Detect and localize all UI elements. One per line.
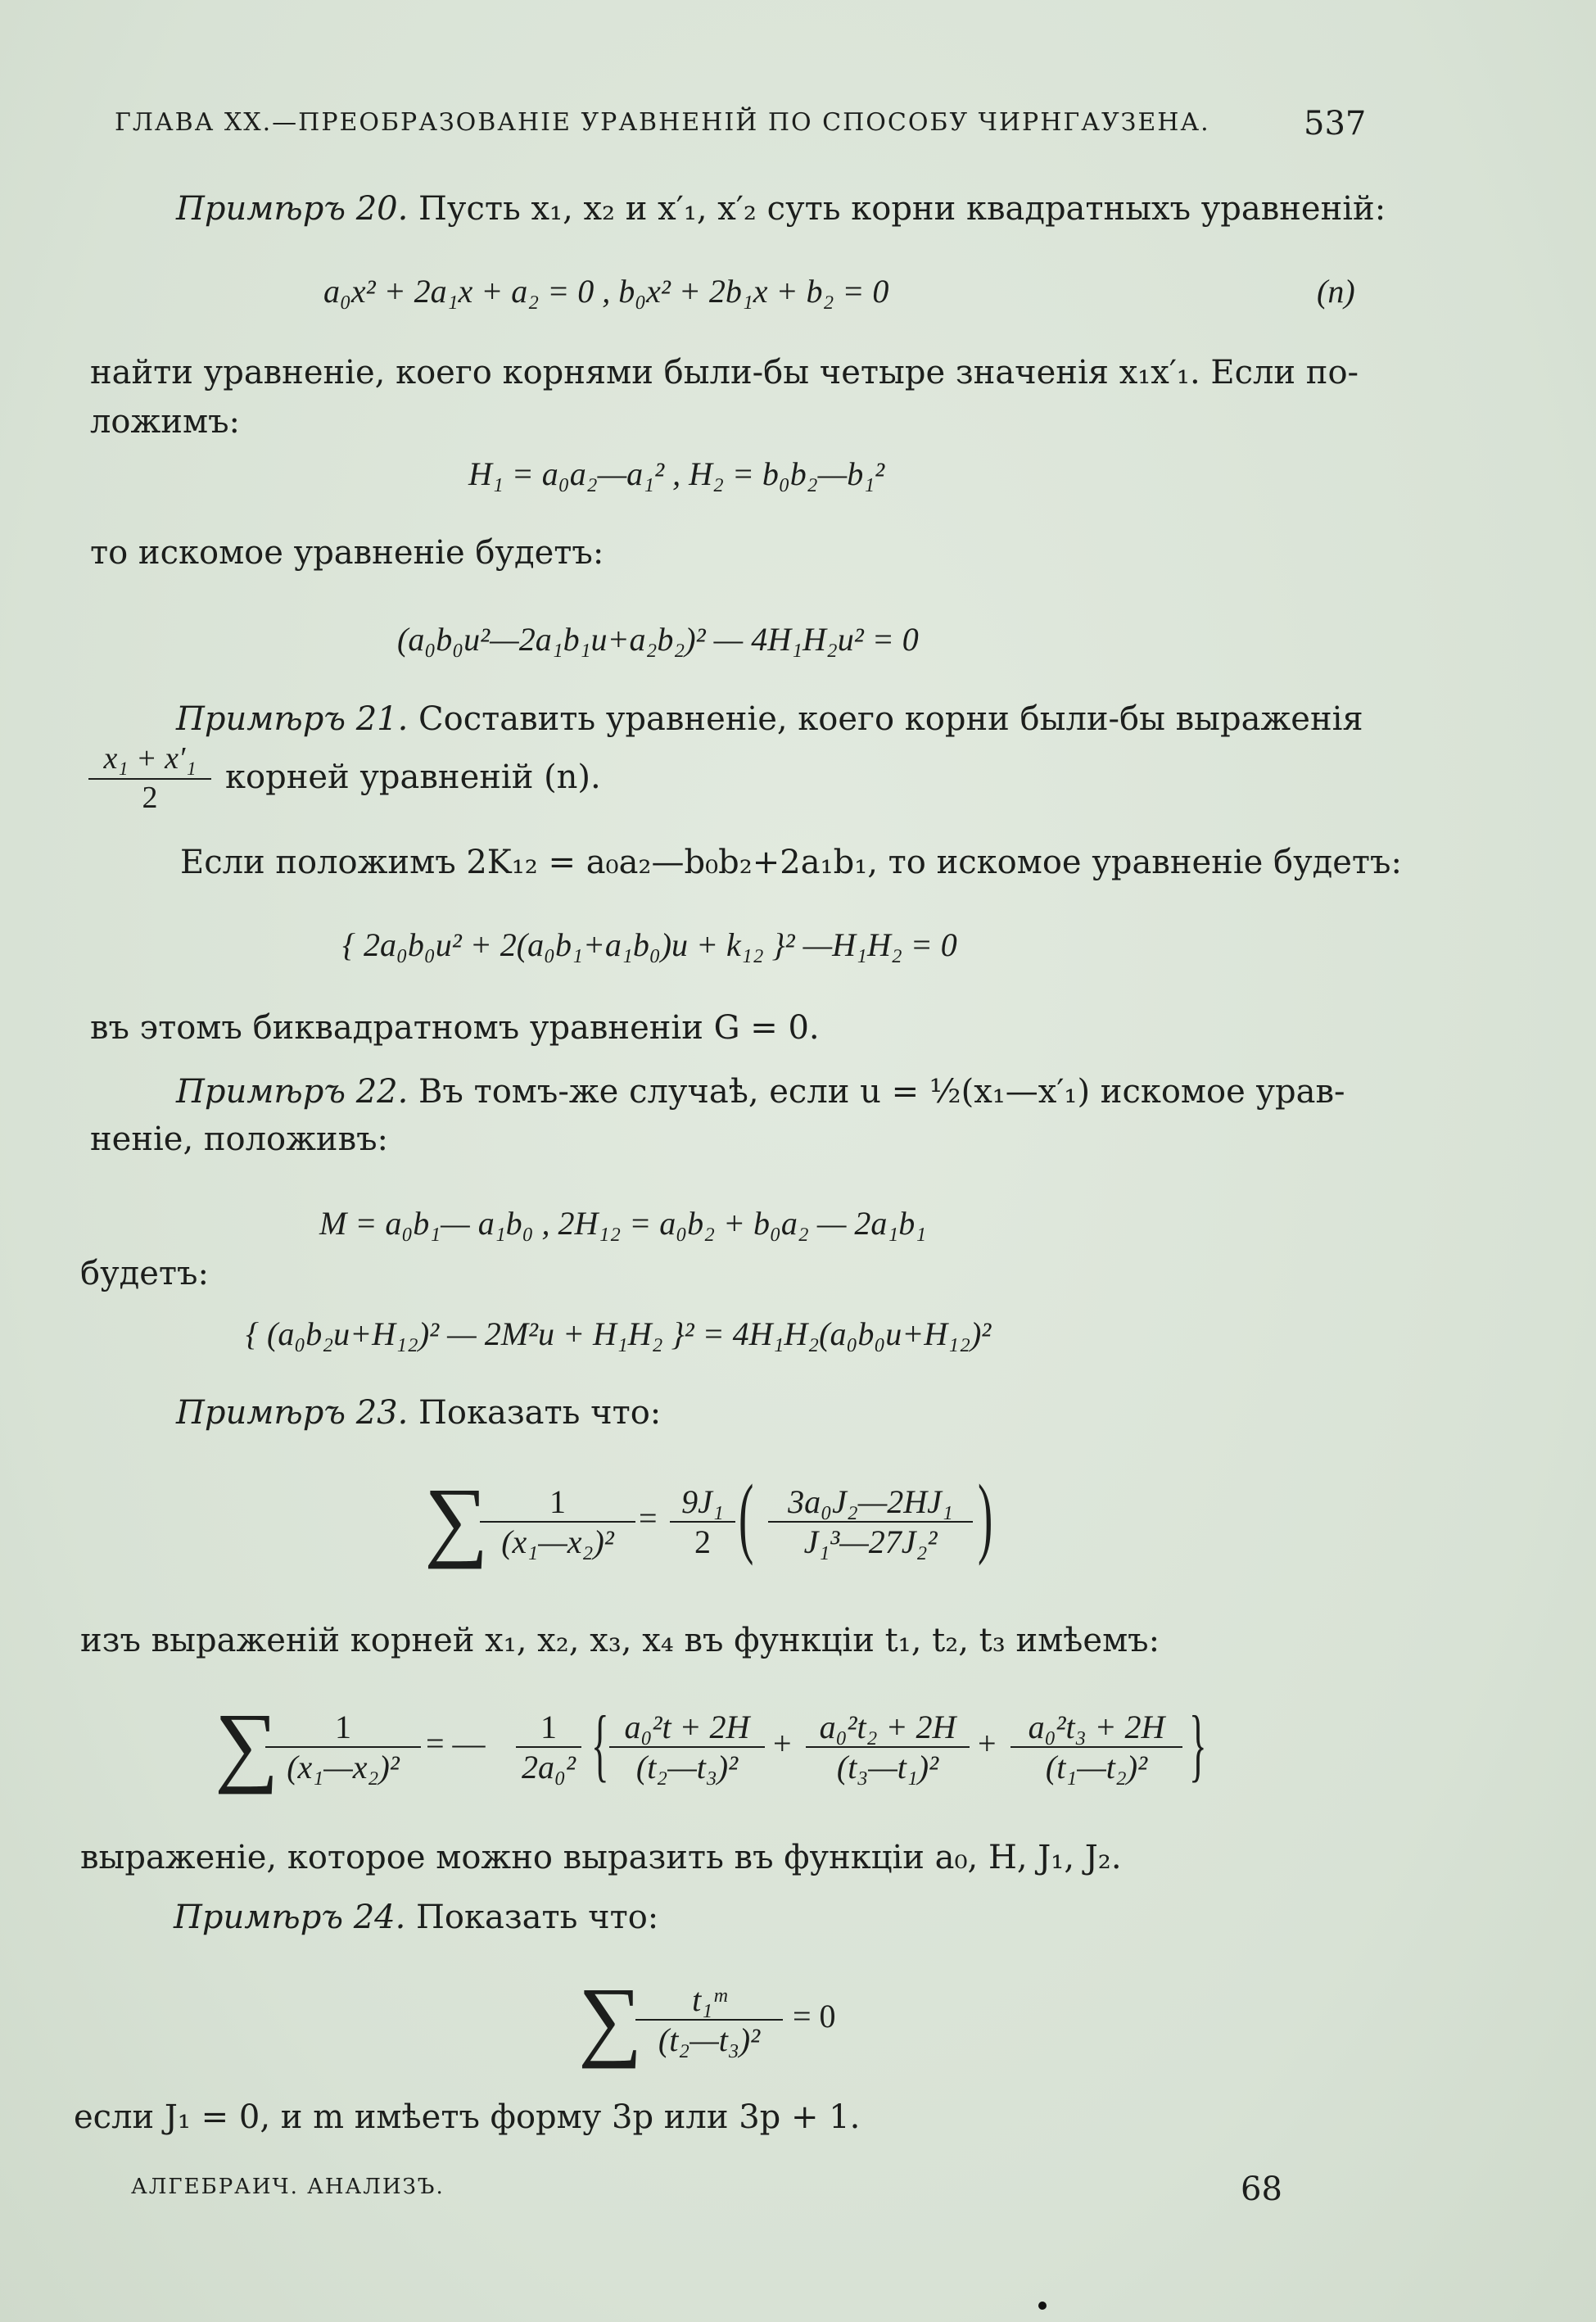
fraction-b3-numerator: a₀²t + 2H xyxy=(609,1708,765,1748)
fraction-3-numerator: 3a₀J₂—2HJ₁ xyxy=(768,1482,973,1523)
equations-n: a₀x² + 2a₁x + a₂ = 0 , b₀x² + 2b₁x + b₂ = 0 xyxy=(323,273,889,310)
fraction-b1 xyxy=(265,1708,421,1786)
equation-sum-23-expanded xyxy=(215,1695,1246,1806)
fraction-1-denominator: (x₁—x₂)² xyxy=(501,1523,614,1560)
fraction-3 xyxy=(768,1482,973,1561)
example-20-label: Примѣръ 20. xyxy=(176,190,409,228)
example-22-label: Примѣръ 22. xyxy=(176,1073,409,1111)
example-21-label: Примѣръ 21. xyxy=(176,700,409,738)
left-brace: { xyxy=(591,1699,609,1790)
example-21-intro2: корней уравненій (n). xyxy=(225,758,601,796)
sigma-symbol: ∑ xyxy=(424,1469,489,1569)
equation-result-21: { 2a₀b₀u² + 2(a₀b₁+a₁b₀)u + k₁₂ }² —H₁H₂ = 0 xyxy=(342,926,957,963)
example-22-paragraph xyxy=(176,1073,1345,1111)
example-23-text-line1: изъ выраженій корней x₁, x₂, x₃, x₄ въ функціи t₁, t₂, t₃ имѣемъ: xyxy=(80,1622,1160,1659)
fraction-x-mean xyxy=(88,740,211,816)
fraction-denominator: 2 xyxy=(142,781,158,815)
equation-result-20: (a₀b₀u²—2a₁b₁u+a₂b₂)² — 4H₁H₂u² = 0 xyxy=(397,621,919,658)
equals-sign: = xyxy=(639,1500,658,1537)
fraction-2-numerator: 9J₁ xyxy=(670,1482,735,1523)
example-22-intro: Въ томъ-же случаѣ, если u = ½(x₁—x′₁) искомое урав- xyxy=(418,1073,1345,1111)
fraction-b4-denominator: (t₃—t₁)² xyxy=(836,1749,939,1786)
footer-sheet-number: 68 xyxy=(1241,2170,1282,2208)
fraction-b5 xyxy=(1010,1708,1182,1786)
fraction-b1-numerator: 1 xyxy=(265,1708,421,1748)
equation-h1-h2: H₁ = a₀a₂—a₁² , H₂ = b₀b₂—b₁² xyxy=(468,455,885,492)
fraction-1-numerator: 1 xyxy=(480,1482,635,1523)
fraction-c1-numerator: t₁ᵐ xyxy=(635,1980,783,2021)
example-24-label: Примѣръ 24. xyxy=(174,1899,406,1936)
fraction-b1-denominator: (x₁—x₂)² xyxy=(287,1749,400,1786)
page-number: 537 xyxy=(1304,105,1367,143)
right-brace: } xyxy=(1189,1699,1207,1790)
fraction-b5-denominator: (t₁—t₂)² xyxy=(1045,1749,1148,1786)
example-23-text-line2: выраженіе, которое можно выразить въ функціи a₀, H, J₁, J₂. xyxy=(80,1839,1122,1876)
example-24-paragraph xyxy=(174,1899,658,1936)
example-24-text-line1: если J₁ = 0, и m имѣетъ форму 3p или 3p + 1. xyxy=(74,2098,861,2136)
equation-result-22: { (a₀b₂u+H₁₂)² — 2M²u + H₁H₂ }² = 4H₁H₂(a₀b₀u+H₁₂)² xyxy=(246,1315,992,1352)
example-24-intro: Показать что: xyxy=(416,1899,659,1936)
example-23-paragraph xyxy=(176,1394,661,1432)
fraction-b4-numerator: a₀²t₂ + 2H xyxy=(806,1708,970,1748)
fraction-b2 xyxy=(516,1708,581,1786)
example-20-intro: Пусть x₁, x₂ и x′₁, x′₂ суть корни квадратныхъ уравненій: xyxy=(418,190,1386,228)
fraction-b3-denominator: (t₂—t₃)² xyxy=(635,1749,739,1786)
example-20-paragraph xyxy=(176,190,1386,228)
equation-tag-n: (n) xyxy=(1317,273,1355,310)
fraction-b5-numerator: a₀²t₃ + 2H xyxy=(1010,1708,1182,1748)
equals-minus: = — xyxy=(426,1725,486,1762)
sigma-symbol-2: ∑ xyxy=(215,1695,279,1795)
ink-spot xyxy=(1038,2302,1047,2310)
example-21-intro: Составить уравненіе, коего корни были-бы выраженія xyxy=(418,700,1363,738)
equals-zero: = 0 xyxy=(793,1998,836,2035)
example-23-label: Примѣръ 23. xyxy=(176,1394,409,1432)
fraction-2 xyxy=(670,1482,735,1561)
equation-m-h12: M = a₀b₁— a₁b₀ , 2H₁₂ = a₀b₂ + b₀a₂ — 2a₁b₁ xyxy=(319,1205,927,1242)
example-23-intro: Показать что: xyxy=(418,1394,662,1432)
example-21-text-line2: въ этомъ биквадратномъ уравненіи G = 0. xyxy=(90,1009,820,1047)
example-22-intro2: неніе, положивъ: xyxy=(90,1120,389,1158)
right-paren: ) xyxy=(978,1466,993,1566)
example-20-text-line1: найти уравненіе, коего корнями были-бы четыре значенія x₁x′₁. Если по- xyxy=(90,354,1359,392)
sigma-symbol-3: ∑ xyxy=(578,1969,643,2069)
fraction-b3 xyxy=(609,1708,765,1786)
example-21-paragraph xyxy=(176,700,1363,738)
example-20-text-line2: ложимъ: xyxy=(90,403,240,441)
example-21-text-line1: Если положимъ 2K₁₂ = a₀a₂—b₀b₂+2a₁b₁, то искомое уравненіе будетъ: xyxy=(180,844,1402,881)
fraction-b2-numerator: 1 xyxy=(516,1708,581,1748)
fraction-numerator: x₁ + x′₁ xyxy=(88,740,211,780)
fraction-c1 xyxy=(635,1980,783,2059)
left-paren: ( xyxy=(739,1466,754,1566)
footer-signature: АЛГЕБРАИЧ. АНАЛИЗЪ. xyxy=(131,2175,445,2199)
fraction-1 xyxy=(480,1482,635,1561)
fraction-b4 xyxy=(806,1708,970,1786)
plus-sign-2: + xyxy=(978,1725,997,1762)
fraction-b2-denominator: 2a₀² xyxy=(522,1749,576,1786)
fraction-3-denominator: J₁³—27J₂² xyxy=(803,1523,938,1560)
fraction-c1-denominator: (t₂—t₃)² xyxy=(658,2021,761,2058)
fraction-2-denominator: 2 xyxy=(694,1523,711,1560)
equation-sum-23 xyxy=(424,1466,1030,1581)
example-22-text-line1: будетъ: xyxy=(80,1255,209,1292)
example-20-text-line3: то искомое уравненіе будетъ: xyxy=(90,534,604,572)
equation-sum-24 xyxy=(578,1969,889,2080)
running-title: ГЛАВА XX.—ПРЕОБРАЗОВАНІЕ УРАВНЕНІЙ ПО СПОСОБУ ЧИРНГАУЗЕНА. xyxy=(115,108,1210,137)
plus-sign-1: + xyxy=(773,1725,792,1762)
